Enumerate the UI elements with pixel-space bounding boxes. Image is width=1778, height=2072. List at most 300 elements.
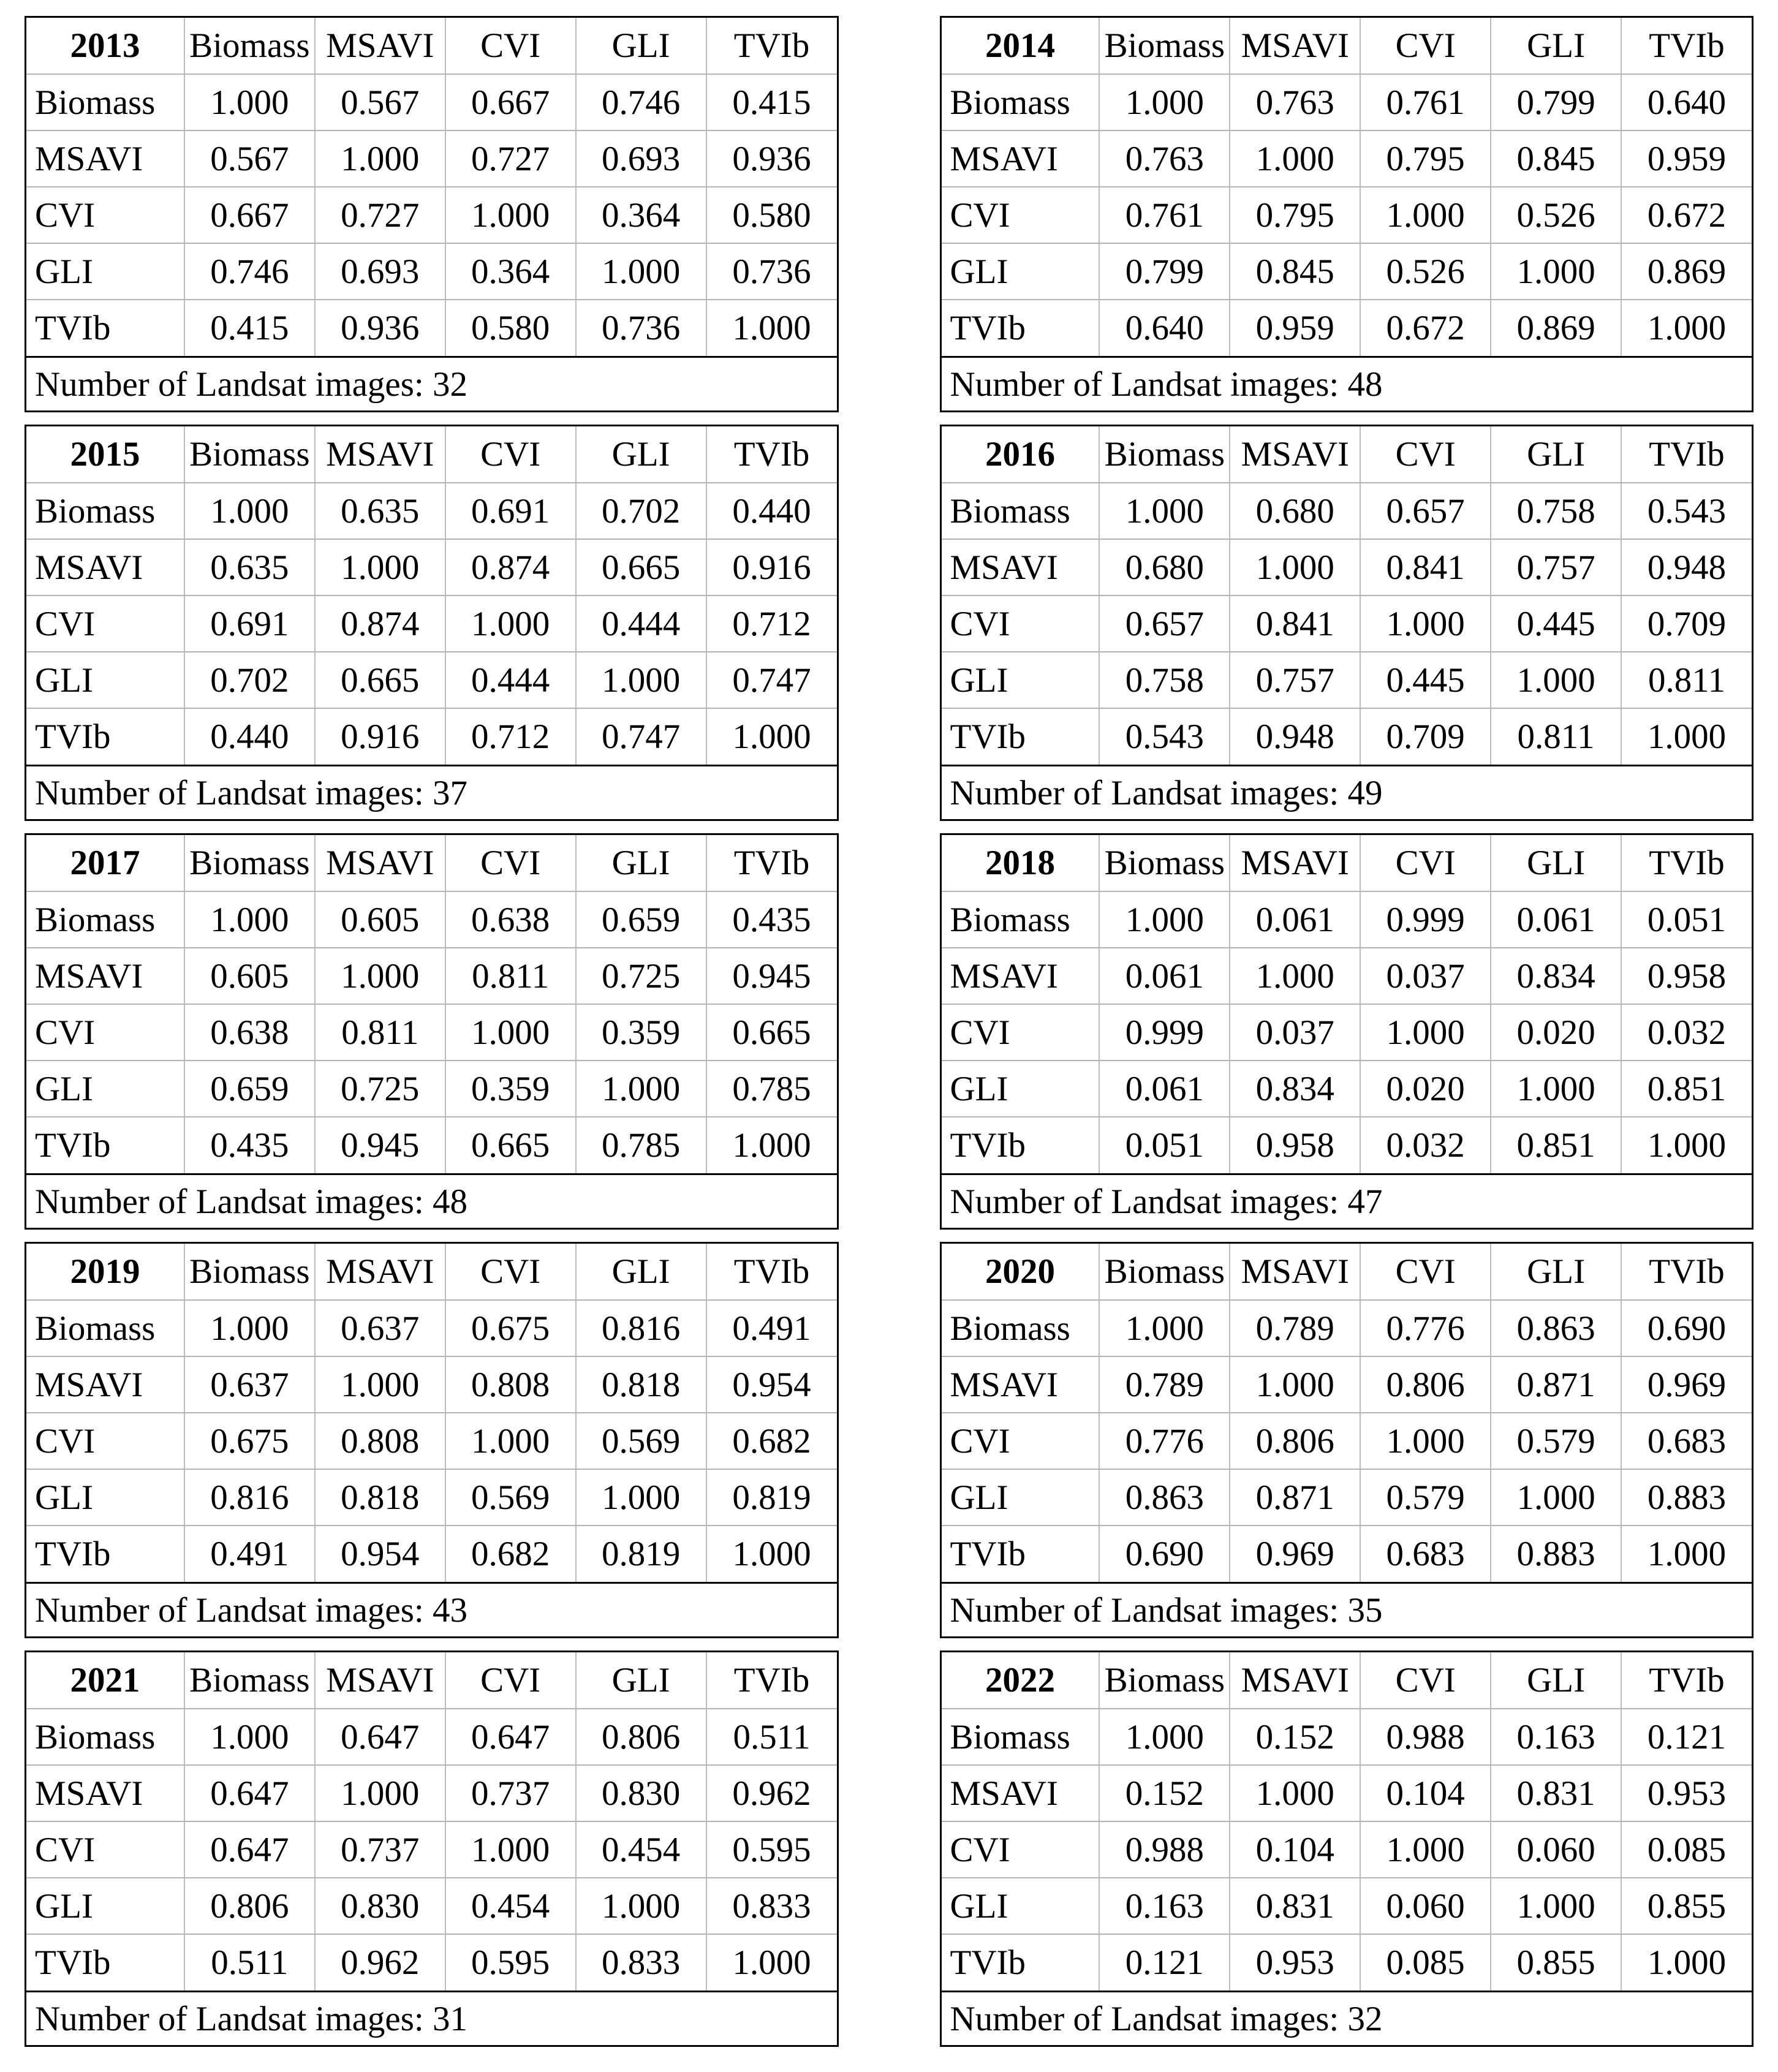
correlation-value: 0.415 bbox=[706, 74, 837, 130]
year-label: 2022 bbox=[942, 1652, 1100, 1709]
table-row bbox=[942, 1934, 1752, 1991]
row-label: TVIb bbox=[35, 309, 111, 347]
correlation-value: 0.104 bbox=[1230, 1821, 1360, 1878]
table-row bbox=[26, 1413, 837, 1469]
correlation-value: 0.665 bbox=[315, 652, 445, 708]
correlation-value: 0.999 bbox=[1099, 1004, 1230, 1061]
column-header: Biomass bbox=[184, 835, 315, 891]
correlation-value: 1.000 bbox=[576, 652, 706, 708]
table-body bbox=[942, 1300, 1752, 1582]
column-header: CVI bbox=[445, 18, 576, 74]
table-row bbox=[26, 1709, 837, 1765]
correlation-value: 0.863 bbox=[1099, 1469, 1230, 1526]
row-label: Biomass bbox=[942, 891, 1100, 948]
table-row bbox=[26, 187, 837, 243]
correlation-value: 0.959 bbox=[1230, 300, 1360, 356]
column-header: TVIb bbox=[706, 18, 837, 74]
correlation-value: 1.000 bbox=[1360, 1004, 1491, 1061]
row-label: GLI bbox=[942, 243, 1100, 300]
correlation-value: 1.000 bbox=[1621, 1117, 1752, 1173]
correlation-value: 0.795 bbox=[1230, 187, 1360, 243]
correlation-value: 1.000 bbox=[1491, 1878, 1621, 1934]
column-header: Biomass bbox=[1099, 18, 1230, 74]
correlation-value: 0.665 bbox=[706, 1004, 837, 1061]
table-row bbox=[942, 1709, 1752, 1765]
correlation-value: 0.855 bbox=[1621, 1878, 1752, 1934]
correlation-value: 0.702 bbox=[184, 652, 315, 708]
row-label: GLI bbox=[26, 652, 184, 708]
column-header: TVIb bbox=[706, 426, 837, 483]
year-label: 2013 bbox=[26, 18, 184, 74]
correlation-value: 1.000 bbox=[184, 891, 315, 948]
row-label: MSAVI bbox=[26, 948, 184, 1004]
table-row bbox=[26, 1061, 837, 1117]
row-label: Biomass bbox=[942, 74, 1100, 130]
correlation-value: 0.712 bbox=[445, 708, 576, 765]
correlation-value: 0.085 bbox=[1621, 1821, 1752, 1878]
correlation-value: 0.819 bbox=[706, 1469, 837, 1526]
row-label: MSAVI bbox=[26, 539, 184, 596]
correlation-value: 1.000 bbox=[1491, 1061, 1621, 1117]
correlation-value: 0.725 bbox=[576, 948, 706, 1004]
column-header: CVI bbox=[445, 835, 576, 891]
correlation-value: 0.831 bbox=[1491, 1765, 1621, 1821]
correlation-value: 0.567 bbox=[315, 74, 445, 130]
header-row bbox=[26, 1652, 837, 1709]
correlation-value: 0.152 bbox=[1099, 1765, 1230, 1821]
table-body bbox=[942, 1709, 1752, 1991]
row-label: CVI bbox=[26, 1821, 184, 1878]
correlation-value: 1.000 bbox=[1360, 1821, 1491, 1878]
correlation-value: 0.635 bbox=[315, 483, 445, 539]
table-row bbox=[942, 1413, 1752, 1469]
correlation-value: 1.000 bbox=[1621, 708, 1752, 765]
row-label: TVIb bbox=[950, 1943, 1026, 1982]
correlation-value: 0.543 bbox=[1621, 483, 1752, 539]
table-row bbox=[942, 596, 1752, 652]
correlation-value: 0.757 bbox=[1230, 652, 1360, 708]
table-body bbox=[942, 483, 1752, 765]
correlation-value: 0.757 bbox=[1491, 539, 1621, 596]
table-row bbox=[942, 300, 1752, 356]
table-row bbox=[26, 708, 837, 765]
correlation-value: 0.841 bbox=[1230, 596, 1360, 652]
table-row bbox=[942, 1061, 1752, 1117]
correlation-value: 0.818 bbox=[576, 1356, 706, 1413]
correlation-value: 1.000 bbox=[1099, 1300, 1230, 1356]
correlation-value: 0.543 bbox=[1099, 708, 1230, 765]
correlation-value: 0.988 bbox=[1360, 1709, 1491, 1765]
correlation-value: 0.665 bbox=[445, 1117, 576, 1173]
row-label: TVIb bbox=[950, 1126, 1026, 1165]
correlation-value: 0.883 bbox=[1491, 1526, 1621, 1582]
correlation-value: 0.445 bbox=[1491, 596, 1621, 652]
correlation-table bbox=[942, 835, 1752, 1173]
correlation-value: 0.691 bbox=[184, 596, 315, 652]
table-row bbox=[942, 1356, 1752, 1413]
correlation-value: 0.163 bbox=[1099, 1878, 1230, 1934]
correlation-value: 0.819 bbox=[576, 1526, 706, 1582]
correlation-value: 1.000 bbox=[445, 1413, 576, 1469]
row-label: Biomass bbox=[26, 1709, 184, 1765]
correlation-value: 0.958 bbox=[1621, 948, 1752, 1004]
correlation-value: 0.834 bbox=[1491, 948, 1621, 1004]
row-label: Biomass bbox=[26, 74, 184, 130]
column-header: MSAVI bbox=[315, 18, 445, 74]
correlation-value: 0.690 bbox=[1099, 1526, 1230, 1582]
row-label: TVIb bbox=[950, 309, 1026, 347]
row-label: MSAVI bbox=[942, 948, 1100, 1004]
correlation-value: 0.816 bbox=[576, 1300, 706, 1356]
header-row bbox=[26, 1244, 837, 1300]
row-label: TVIb bbox=[35, 717, 111, 756]
correlation-value: 0.841 bbox=[1360, 539, 1491, 596]
table-body bbox=[26, 1709, 837, 1991]
correlation-value: 0.061 bbox=[1491, 891, 1621, 948]
correlation-value: 0.727 bbox=[315, 187, 445, 243]
correlation-value: 0.808 bbox=[445, 1356, 576, 1413]
column-header: MSAVI bbox=[315, 1244, 445, 1300]
table-row bbox=[942, 130, 1752, 187]
row-label: Biomass bbox=[942, 1709, 1100, 1765]
correlation-value: 0.682 bbox=[706, 1413, 837, 1469]
correlation-value: 0.526 bbox=[1491, 187, 1621, 243]
correlation-table bbox=[942, 18, 1752, 356]
correlation-value: 1.000 bbox=[445, 596, 576, 652]
correlation-value: 0.444 bbox=[445, 652, 576, 708]
correlation-value: 1.000 bbox=[1099, 891, 1230, 948]
column-header: MSAVI bbox=[315, 835, 445, 891]
correlation-value: 0.874 bbox=[315, 596, 445, 652]
correlation-value: 0.831 bbox=[1230, 1878, 1360, 1934]
correlation-value: 1.000 bbox=[1621, 300, 1752, 356]
correlation-value: 0.725 bbox=[315, 1061, 445, 1117]
correlation-value: 1.000 bbox=[1230, 1765, 1360, 1821]
column-header: TVIb bbox=[1621, 18, 1752, 74]
row-label: TVIb bbox=[35, 1943, 111, 1982]
correlation-value: 0.454 bbox=[576, 1821, 706, 1878]
correlation-value: 1.000 bbox=[706, 1117, 837, 1173]
correlation-value: 1.000 bbox=[1491, 652, 1621, 708]
correlation-table bbox=[942, 1244, 1752, 1582]
correlation-value: 0.675 bbox=[184, 1413, 315, 1469]
correlation-value: 0.359 bbox=[576, 1004, 706, 1061]
row-label: CVI bbox=[942, 1413, 1100, 1469]
header-row bbox=[26, 835, 837, 891]
table-row bbox=[26, 130, 837, 187]
correlation-value: 0.869 bbox=[1491, 300, 1621, 356]
row-label: GLI bbox=[26, 1469, 184, 1526]
correlation-value: 0.440 bbox=[706, 483, 837, 539]
table-row bbox=[942, 652, 1752, 708]
table-row bbox=[942, 1765, 1752, 1821]
year-label: 2018 bbox=[942, 835, 1100, 891]
correlation-value: 0.595 bbox=[706, 1821, 837, 1878]
row-label: GLI bbox=[26, 1061, 184, 1117]
year-label: 2014 bbox=[942, 18, 1100, 74]
correlation-value: 0.085 bbox=[1360, 1934, 1491, 1991]
correlation-value: 0.811 bbox=[1491, 708, 1621, 765]
correlation-value: 0.032 bbox=[1621, 1004, 1752, 1061]
correlation-value: 0.693 bbox=[315, 243, 445, 300]
header-row bbox=[26, 18, 837, 74]
column-header: MSAVI bbox=[1230, 18, 1360, 74]
row-label: CVI bbox=[942, 1821, 1100, 1878]
year-label: 2017 bbox=[26, 835, 184, 891]
correlation-value: 0.962 bbox=[315, 1934, 445, 1991]
correlation-value: 0.435 bbox=[184, 1117, 315, 1173]
correlation-value: 1.000 bbox=[1491, 243, 1621, 300]
column-header: GLI bbox=[576, 18, 706, 74]
correlation-value: 0.579 bbox=[1491, 1413, 1621, 1469]
column-header: TVIb bbox=[706, 1244, 837, 1300]
table-row bbox=[26, 1878, 837, 1934]
correlation-value: 0.605 bbox=[184, 948, 315, 1004]
correlation-value: 0.667 bbox=[445, 74, 576, 130]
correlation-value: 0.845 bbox=[1230, 243, 1360, 300]
correlation-value: 1.000 bbox=[1621, 1934, 1752, 1991]
correlation-table-block bbox=[25, 1650, 839, 2047]
column-header: Biomass bbox=[184, 18, 315, 74]
row-label: GLI bbox=[26, 1878, 184, 1934]
correlation-value: 0.712 bbox=[706, 596, 837, 652]
column-header: TVIb bbox=[1621, 1652, 1752, 1709]
correlation-value: 0.709 bbox=[1360, 708, 1491, 765]
year-label: 2015 bbox=[26, 426, 184, 483]
correlation-value: 0.962 bbox=[706, 1765, 837, 1821]
table-row bbox=[942, 1878, 1752, 1934]
correlation-value: 0.746 bbox=[184, 243, 315, 300]
correlation-value: 0.121 bbox=[1099, 1934, 1230, 1991]
column-header: TVIb bbox=[1621, 835, 1752, 891]
correlation-value: 0.637 bbox=[184, 1356, 315, 1413]
correlation-value: 0.152 bbox=[1230, 1709, 1360, 1765]
correlation-value: 0.808 bbox=[315, 1413, 445, 1469]
correlation-value: 0.121 bbox=[1621, 1709, 1752, 1765]
correlation-value: 0.936 bbox=[315, 300, 445, 356]
correlation-value: 0.727 bbox=[445, 130, 576, 187]
column-header: Biomass bbox=[1099, 1244, 1230, 1300]
row-label: MSAVI bbox=[942, 1356, 1100, 1413]
table-body bbox=[26, 1300, 837, 1582]
correlation-table-block bbox=[940, 833, 1754, 1230]
correlation-value: 0.638 bbox=[184, 1004, 315, 1061]
correlation-value: 0.640 bbox=[1621, 74, 1752, 130]
correlation-value: 0.969 bbox=[1230, 1526, 1360, 1582]
correlation-value: 0.811 bbox=[445, 948, 576, 1004]
correlation-table bbox=[942, 426, 1752, 765]
correlation-value: 0.657 bbox=[1099, 596, 1230, 652]
correlation-value: 1.000 bbox=[445, 187, 576, 243]
correlation-value: 0.818 bbox=[315, 1469, 445, 1526]
row-label: MSAVI bbox=[942, 130, 1100, 187]
landsat-image-count: Number of Landsat images: 43 bbox=[26, 1582, 837, 1636]
correlation-value: 0.690 bbox=[1621, 1300, 1752, 1356]
correlation-value: 0.444 bbox=[576, 596, 706, 652]
correlation-value: 1.000 bbox=[184, 1300, 315, 1356]
correlation-value: 0.163 bbox=[1491, 1709, 1621, 1765]
column-header: MSAVI bbox=[315, 426, 445, 483]
correlation-value: 0.647 bbox=[315, 1709, 445, 1765]
table-row bbox=[26, 948, 837, 1004]
row-label: GLI bbox=[942, 1061, 1100, 1117]
correlation-value: 0.830 bbox=[315, 1878, 445, 1934]
column-header: TVIb bbox=[706, 835, 837, 891]
correlation-value: 0.959 bbox=[1621, 130, 1752, 187]
correlation-value: 0.776 bbox=[1360, 1300, 1491, 1356]
correlation-value: 0.785 bbox=[576, 1117, 706, 1173]
correlation-value: 1.000 bbox=[315, 1765, 445, 1821]
table-body bbox=[26, 74, 837, 356]
correlation-value: 0.020 bbox=[1360, 1061, 1491, 1117]
correlation-value: 0.816 bbox=[184, 1469, 315, 1526]
correlation-value: 0.037 bbox=[1230, 1004, 1360, 1061]
correlation-table-block bbox=[25, 833, 839, 1230]
row-label: Biomass bbox=[26, 891, 184, 948]
column-header: Biomass bbox=[184, 426, 315, 483]
column-header: CVI bbox=[1360, 1244, 1491, 1300]
table-row bbox=[26, 1526, 837, 1582]
correlation-value: 0.871 bbox=[1230, 1469, 1360, 1526]
correlation-value: 0.855 bbox=[1491, 1934, 1621, 1991]
correlation-value: 0.569 bbox=[445, 1469, 576, 1526]
correlation-value: 0.104 bbox=[1360, 1765, 1491, 1821]
correlation-value: 0.851 bbox=[1491, 1117, 1621, 1173]
correlation-value: 0.580 bbox=[706, 187, 837, 243]
correlation-value: 0.491 bbox=[184, 1526, 315, 1582]
correlation-value: 0.806 bbox=[1230, 1413, 1360, 1469]
row-label: MSAVI bbox=[942, 539, 1100, 596]
correlation-value: 0.799 bbox=[1099, 243, 1230, 300]
correlation-value: 0.665 bbox=[576, 539, 706, 596]
header-row bbox=[942, 426, 1752, 483]
correlation-value: 0.595 bbox=[445, 1934, 576, 1991]
correlation-value: 0.736 bbox=[706, 243, 837, 300]
correlation-value: 0.833 bbox=[576, 1934, 706, 1991]
table-row bbox=[942, 1821, 1752, 1878]
correlation-value: 0.736 bbox=[576, 300, 706, 356]
column-header: MSAVI bbox=[315, 1652, 445, 1709]
landsat-image-count: Number of Landsat images: 37 bbox=[26, 765, 837, 819]
correlation-value: 1.000 bbox=[576, 1061, 706, 1117]
row-label: CVI bbox=[26, 1413, 184, 1469]
row-label: TVIb bbox=[35, 1126, 111, 1165]
table-row bbox=[26, 1356, 837, 1413]
row-label: CVI bbox=[942, 596, 1100, 652]
correlation-value: 0.747 bbox=[576, 708, 706, 765]
table-row bbox=[26, 300, 837, 356]
correlation-value: 1.000 bbox=[1099, 483, 1230, 539]
column-header: CVI bbox=[1360, 18, 1491, 74]
correlation-table-block bbox=[25, 1242, 839, 1638]
landsat-image-count: Number of Landsat images: 48 bbox=[942, 356, 1752, 410]
correlation-value: 0.999 bbox=[1360, 891, 1491, 948]
column-header: TVIb bbox=[1621, 426, 1752, 483]
correlation-value: 0.945 bbox=[706, 948, 837, 1004]
correlation-value: 0.647 bbox=[445, 1709, 576, 1765]
column-header: MSAVI bbox=[1230, 835, 1360, 891]
correlation-value: 0.833 bbox=[706, 1878, 837, 1934]
correlation-value: 0.845 bbox=[1491, 130, 1621, 187]
column-header: Biomass bbox=[1099, 835, 1230, 891]
row-label: TVIb bbox=[950, 1535, 1026, 1573]
column-header: CVI bbox=[1360, 835, 1491, 891]
landsat-image-count: Number of Landsat images: 48 bbox=[26, 1173, 837, 1228]
correlation-value: 0.945 bbox=[315, 1117, 445, 1173]
correlation-table bbox=[26, 426, 837, 765]
correlation-value: 1.000 bbox=[1360, 596, 1491, 652]
correlation-value: 1.000 bbox=[315, 539, 445, 596]
table-row bbox=[26, 1004, 837, 1061]
column-header: GLI bbox=[1491, 835, 1621, 891]
correlation-value: 0.953 bbox=[1621, 1765, 1752, 1821]
correlation-value: 0.579 bbox=[1360, 1469, 1491, 1526]
landsat-image-count: Number of Landsat images: 32 bbox=[942, 1991, 1752, 2045]
row-label: Biomass bbox=[942, 483, 1100, 539]
correlation-value: 0.491 bbox=[706, 1300, 837, 1356]
column-header: GLI bbox=[576, 1244, 706, 1300]
correlation-value: 0.580 bbox=[445, 300, 576, 356]
correlation-value: 0.051 bbox=[1099, 1117, 1230, 1173]
correlation-value: 0.640 bbox=[1099, 300, 1230, 356]
correlation-value: 1.000 bbox=[706, 300, 837, 356]
column-header: CVI bbox=[445, 1244, 576, 1300]
correlation-value: 0.789 bbox=[1230, 1300, 1360, 1356]
correlation-value: 1.000 bbox=[576, 1878, 706, 1934]
landsat-image-count: Number of Landsat images: 49 bbox=[942, 765, 1752, 819]
correlation-value: 1.000 bbox=[315, 948, 445, 1004]
table-row bbox=[26, 1765, 837, 1821]
table-row bbox=[26, 539, 837, 596]
correlation-value: 0.954 bbox=[315, 1526, 445, 1582]
correlation-table bbox=[26, 1652, 837, 1991]
table-row bbox=[26, 243, 837, 300]
correlation-value: 0.830 bbox=[576, 1765, 706, 1821]
table-row bbox=[942, 1004, 1752, 1061]
table-row bbox=[942, 948, 1752, 1004]
row-label: CVI bbox=[26, 596, 184, 652]
table-row bbox=[942, 1526, 1752, 1582]
correlation-value: 0.061 bbox=[1230, 891, 1360, 948]
correlation-value: 1.000 bbox=[1491, 1469, 1621, 1526]
year-label: 2021 bbox=[26, 1652, 184, 1709]
year-label: 2016 bbox=[942, 426, 1100, 483]
correlation-value: 0.061 bbox=[1099, 948, 1230, 1004]
row-label: GLI bbox=[942, 1469, 1100, 1526]
column-header: GLI bbox=[1491, 1652, 1621, 1709]
correlation-value: 1.000 bbox=[1230, 1356, 1360, 1413]
table-row bbox=[942, 74, 1752, 130]
correlation-value: 0.834 bbox=[1230, 1061, 1360, 1117]
correlation-value: 0.647 bbox=[184, 1821, 315, 1878]
correlation-value: 1.000 bbox=[576, 243, 706, 300]
correlation-value: 0.863 bbox=[1491, 1300, 1621, 1356]
column-header: GLI bbox=[1491, 1244, 1621, 1300]
correlation-value: 0.763 bbox=[1099, 130, 1230, 187]
correlation-value: 0.758 bbox=[1491, 483, 1621, 539]
table-row bbox=[26, 1469, 837, 1526]
correlation-value: 0.020 bbox=[1491, 1004, 1621, 1061]
header-row bbox=[942, 1244, 1752, 1300]
table-row bbox=[942, 1117, 1752, 1173]
correlation-value: 0.657 bbox=[1360, 483, 1491, 539]
row-label: Biomass bbox=[26, 483, 184, 539]
correlation-value: 0.680 bbox=[1230, 483, 1360, 539]
correlation-value: 0.811 bbox=[315, 1004, 445, 1061]
correlation-value: 0.988 bbox=[1099, 1821, 1230, 1878]
row-label: Biomass bbox=[26, 1300, 184, 1356]
row-label: Biomass bbox=[942, 1300, 1100, 1356]
